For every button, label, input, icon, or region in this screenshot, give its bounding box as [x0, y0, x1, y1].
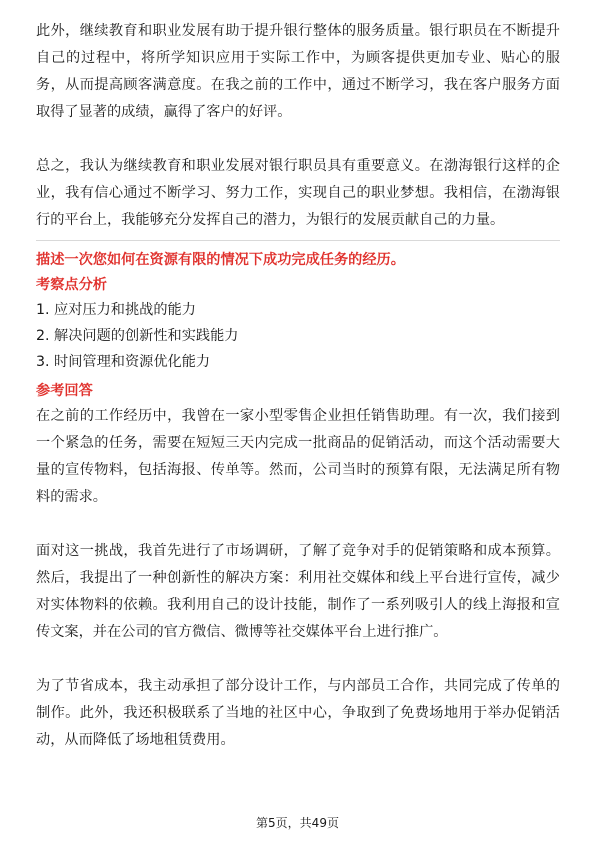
- answer-heading: 参考回答: [36, 383, 93, 399]
- analysis-heading: 考察点分析: [36, 277, 107, 293]
- answer-paragraph-2: 面对这一挑战，我首先进行了市场调研，了解了竞争对手的促销策略和成本预算。然后，我提出了一种创新性的解决方案：利用社交媒体和线上平台进行宣传，减少对实体物料的依赖。我利用自己的设计技能，制作了一系列吸引人的线上海报和宣传文案，并在公司的官方微信、微博等社交媒体平台上进行推广。: [36, 543, 560, 640]
- analysis-item-2: 2. 解决问题的创新性和实践能力: [36, 328, 239, 344]
- paragraph-gap: [36, 126, 560, 153]
- intro-paragraph-2: 总之，我认为继续教育和职业发展对银行职员具有重要意义。在渤海银行这样的企业，我有信心通过不断学习、努力工作，实现自己的职业梦想。我相信，在渤海银行的平台上，我能够充分发挥自己的潜力，为银行的发展贡献自己的力量。: [36, 158, 560, 228]
- paragraph-gap: [36, 646, 560, 673]
- analysis-item-3: 3. 时间管理和资源优化能力: [36, 354, 211, 370]
- spacer: [36, 234, 560, 238]
- document-page: [36, 18, 560, 754]
- analysis-item-1: 1. 应对压力和挑战的能力: [36, 302, 196, 318]
- answer-paragraph-1: 在之前的工作经历中，我曾在一家小型零售企业担任销售助理。有一次，我们接到一个紧急的任务，需要在短短三天内完成一批商品的促销活动，而这个活动需要大量的宣传物料，包括海报、传单等。然而，公司当时的预算有限，无法满足所有物料的需求。: [36, 408, 560, 505]
- intro-paragraph-1: 此外，继续教育和职业发展有助于提升银行整体的服务质量。银行职员在不断提升自己的过程中，将所学知识应用于实际工作中，为顾客提供更加专业、贴心的服务，从而提高顾客满意度。在我之前的工作中，通过不断学习，我在客户服务方面取得了显著的成绩，赢得了客户的好评。: [36, 23, 560, 120]
- page-number: 第5页，共49页: [256, 816, 339, 830]
- section-divider: [36, 240, 560, 241]
- answer-paragraph-3: 为了节省成本，我主动承担了部分设计工作，与内部员工合作，共同完成了传单的制作。此外，我还积极联系了当地的社区中心，争取到了免费场地用于举办促销活动，从而降低了场地租赁费用。: [36, 678, 560, 748]
- page-footer: [0, 814, 595, 831]
- paragraph-gap: [36, 511, 560, 538]
- interview-question: 描述一次您如何在资源有限的情况下成功完成任务的经历。: [36, 252, 405, 268]
